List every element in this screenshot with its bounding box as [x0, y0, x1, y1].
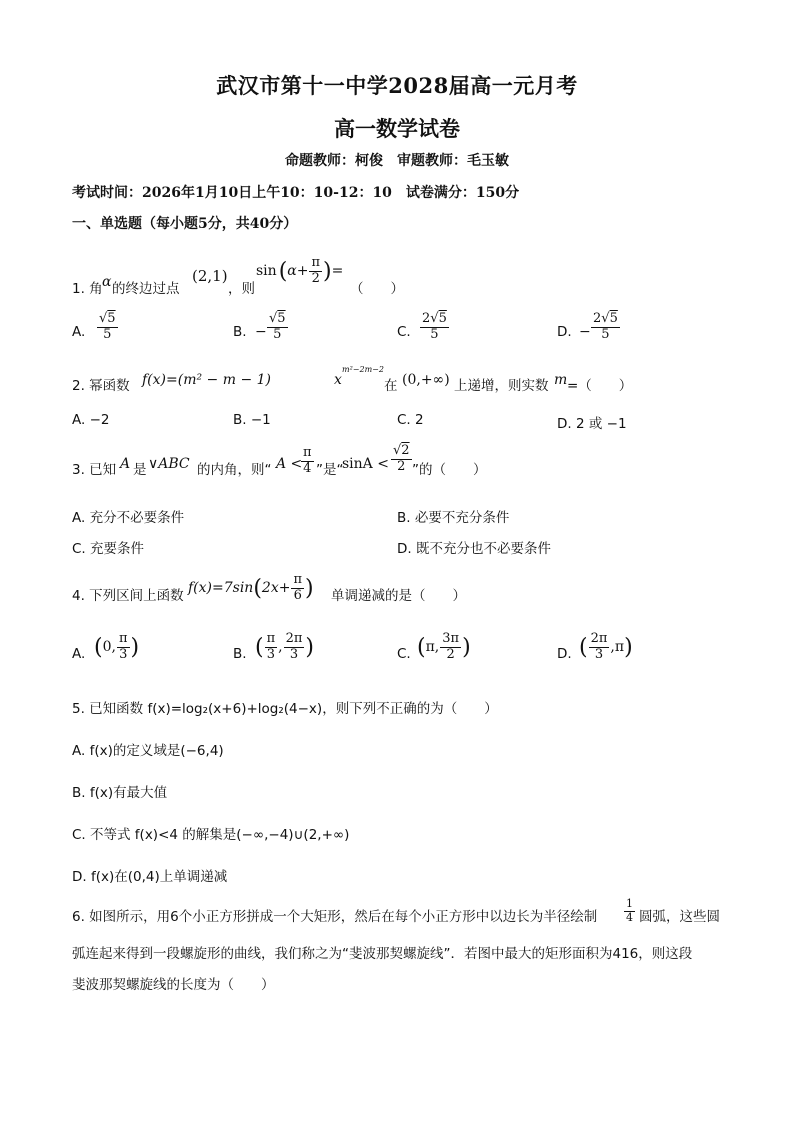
point: (2,1) — [192, 267, 228, 285]
question-6-line-2: 弧连起来得到一段螺旋形的曲线，我们称之为“斐波那契螺旋线”．若图中最大的矩形面积为416，则这段 — [72, 946, 693, 962]
exam-subtitle: 高一数学试卷 — [334, 116, 460, 141]
q3-option-a: A. 充分不必要条件 — [72, 510, 185, 526]
q5-option-a: A. f(x)的定义域是(−6,4) — [72, 743, 224, 759]
q3-option-d: D. 既不充分也不必要条件 — [397, 541, 551, 557]
q5-option-c: C. 不等式 f(x)<4 的解集是(−∞,−4)∪(2,+∞) — [72, 827, 350, 843]
q2-option-a: A. −2 — [72, 412, 110, 428]
question-6-line-3: 斐波那契螺旋线的长度为（ ） — [72, 977, 275, 993]
q5-option-b: B. f(x)有最大值 — [72, 785, 168, 801]
question-5: 5. 已知函数 f(x)=log₂(x+6)+log₂(4−x)，则下列不正确的为（ ） — [72, 701, 498, 717]
q2-option-b: B. −1 — [233, 412, 271, 428]
q2-option-d: D. 2 或 −1 — [557, 416, 627, 432]
q3-option-c: C. 充要条件 — [72, 541, 145, 557]
q5-option-d: D. f(x)在(0,4)上单调递减 — [72, 869, 228, 885]
exam-title: 武汉市第十一中学2028届高一元月考 — [216, 73, 578, 98]
section-title: 一、单选题（每小题5分，共40分） — [72, 216, 298, 232]
question-6-line-1: 6. 如图所示，用6个小正方形拼成一个大矩形，然后在每个小正方形中以边长为半径绘制 $\frac{1}{4}$ 圆弧，这些圆 — [72, 897, 720, 925]
exam-info: 考试时间：2026年1月10日上午10：10-12：10 试卷满分：150分 — [72, 185, 520, 201]
exam-page: 武汉市第十一中学2028届高一元月考 高一数学试卷 命题教师：柯俊 审题教师：毛玉敏 考试时间：2026年1月10日上午10：10-12：10 试卷满分：150分 一、单选题（每小题5分，共40分） 1. 角 α 的终边过点 (2,1) ，则 sin ( α + $\frac{\pi}{2}$ ) = （ ） A. $\frac{√5}{5}$ B. − $\frac{√5}{5}$ C. $\frac{2√5}{5}$ D. − $\frac{2√5}{5}$ 2. 幂函数 f(x)=(m² − m − 1) x m²−2m−2 在 (0,+∞) 上递增，则实数 m =（ ） A. −2 B. −1 C. 2 D. 2 或 −1 3. 已知 A 是 ∨ABC 的内角，则“ A < $\frac{\pi}{4}$ ”是“ sinA < $\frac{√2}{2}$ ”的（ ） A. 充分不必要条件 B. 必要不充分条件 C. 充要条件 D. 既不充分也不必要条件 4. 下列区间上函数 f(x)=7sin ( 2x+ $\frac{\pi}{6}$ ) 单调递减的是（ ） A. ( 0, $\frac{\pi}{3}$ ) B. ( $\frac{\pi}{3}$ , $\frac{2\pi}{3}$ ) C. ( π, $\frac{3\pi}{2}$ ) D. ( $\frac{2\pi}{3}$ ,π ) 5. 已知函数 f(x)=log₂(x+6)+log₂(4−x)，则下列不正确的为（ ） A. f(x)的定义域是(−6,4) B. f(x)有最大值 C. 不等式 f(x)<4 的解集是(−∞,−4)∪(2,+∞) D. f(x)在(0,4)上单调递减 6. 如图所示，用6个小正方形拼成一个大矩形，然后在每个小正方形中以边长为半径绘制 $\frac{1}{4}$ 圆弧，这些圆 弧连起来得到一段螺旋形的曲线，我们称之为“斐波那契螺旋线”．若图中最大的矩形面积为416，则这段 斐波那契螺旋线的长度为（ ） — [0, 0, 794, 1123]
teachers-line: 命题教师：柯俊 审题教师：毛玉敏 — [285, 153, 509, 169]
q4-function: f(x)=7sin ( 2x+ $\frac{\pi}{6}$ ) — [188, 572, 314, 603]
q1-expression: sin ( α + $\frac{\pi}{2}$ ) = — [256, 255, 344, 286]
q3-option-b: B. 必要不充分条件 — [397, 510, 510, 526]
q2-option-c: C. 2 — [397, 412, 424, 428]
